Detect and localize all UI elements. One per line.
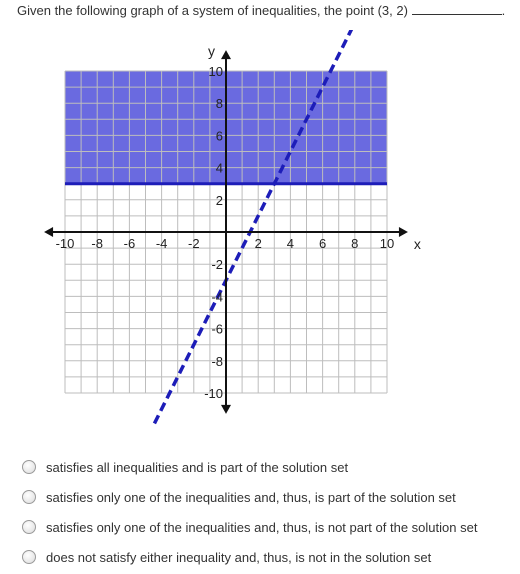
y-tick-label: 6 <box>215 128 223 144</box>
y-axis-label: y <box>208 43 215 60</box>
x-tick-label: -10 <box>55 236 75 251</box>
question-prompt: Given the following graph of a system of inequalities, the point (3, 2) <box>17 3 408 18</box>
x-tick-label: 4 <box>286 236 295 251</box>
answer-options <box>22 452 502 572</box>
option-label: satisfies only one of the inequalities and, thus, is not part of the solution set <box>46 519 478 535</box>
option-label: satisfies all inequalities and is part of the solution set <box>46 459 349 475</box>
inequality-graph <box>30 30 426 426</box>
radio-button[interactable] <box>22 460 36 474</box>
x-tick-label: 6 <box>318 236 327 251</box>
option-label: does not satisfy either inequality and, thus, is not in the solution set <box>46 549 432 565</box>
option-2[interactable] <box>22 482 502 512</box>
radio-button[interactable] <box>22 490 36 504</box>
y-tick-label: 8 <box>215 96 223 112</box>
y-tick-label: -4 <box>211 289 223 305</box>
x-tick-label: -2 <box>188 236 200 251</box>
x-tick-label: -6 <box>123 236 136 251</box>
y-tick-label: -8 <box>211 353 223 369</box>
x-tick-label: 2 <box>254 236 262 251</box>
y-tick-label: -2 <box>211 257 223 273</box>
y-axis-up-arrow-icon <box>221 50 231 59</box>
y-tick-label: -6 <box>211 321 223 337</box>
question-end: . <box>501 3 506 18</box>
x-axis-label: x <box>413 236 421 252</box>
x-tick-label: 8 <box>351 236 359 251</box>
option-4[interactable] <box>22 542 502 572</box>
option-label: satisfies only one of the inequalities and, thus, is part of the solution set <box>46 489 456 505</box>
option-1[interactable] <box>22 452 502 482</box>
question-text <box>17 3 505 18</box>
x-axis-right-arrow-icon <box>399 227 408 237</box>
y-tick-label: 4 <box>215 160 223 176</box>
y-tick-label: -10 <box>204 386 223 401</box>
x-tick-label: 10 <box>379 236 395 251</box>
x-tick-label: -8 <box>91 236 103 251</box>
option-3[interactable] <box>22 512 502 542</box>
y-axis-down-arrow-icon <box>221 405 231 414</box>
y-tick-label: 10 <box>208 64 223 79</box>
answer-blank <box>412 3 502 15</box>
graph-svg <box>30 30 426 426</box>
radio-button[interactable] <box>22 550 36 564</box>
radio-button[interactable] <box>22 520 36 534</box>
x-tick-label: -4 <box>155 236 168 251</box>
y-tick-label: 2 <box>215 192 223 208</box>
x-axis-left-arrow-icon <box>44 227 53 237</box>
